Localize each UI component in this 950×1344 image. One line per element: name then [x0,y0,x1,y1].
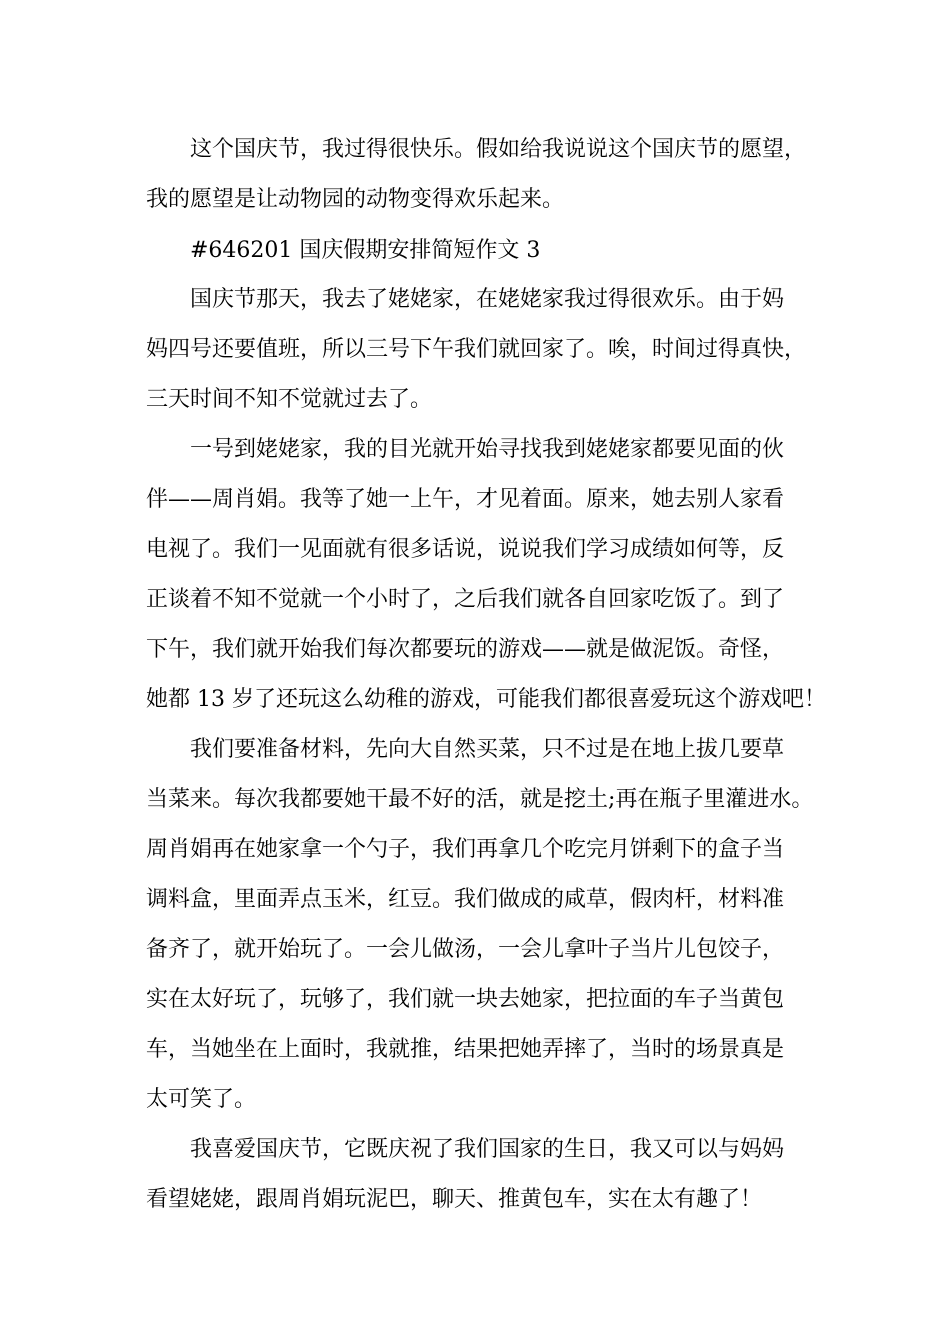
paragraph-5-line-7: 车，当她坐在上面时，我就推，结果把她弄摔了，当时的场景真是 [146,1037,785,1062]
paragraph-1-line-2: 我的愿望是让动物园的动物变得欢乐起来。 [146,187,565,212]
paragraph-3-line-3: 三天时间不知不觉就过去了。 [146,387,433,412]
paragraph-3-line-2: 妈四号还要值班，所以三号下午我们就回家了。唉，时间过得真快， [146,337,807,362]
paragraph-6-line-1: 我喜爱国庆节，它既庆祝了我们国家的生日，我又可以与妈妈 [190,1137,785,1162]
paragraph-4-line-1: 一号到姥姥家，我的目光就开始寻找我到姥姥家都要见面的伙 [190,437,785,462]
paragraph-5-line-2: 当菜来。每次我都要她干最不好的活，就是挖土;再在瓶子里灌进水。 [146,787,814,812]
paragraph-3-line-1: 国庆节那天，我去了姥姥家，在姥姥家我过得很欢乐。由于妈 [190,287,785,312]
section-heading: #646201 国庆假期安排简短作文 3 [190,238,541,263]
paragraph-4-line-4: 正谈着不知不觉就一个小时了，之后我们就各自回家吃饭了。到了 [146,587,785,612]
paragraph-4-line-5: 下午，我们就开始我们每次都要玩的游戏——就是做泥饭。奇怪， [146,637,785,662]
paragraph-5-line-1: 我们要准备材料，先向大自然买菜，只不过是在地上拔几要草 [190,737,785,762]
paragraph-6-line-2: 看望姥姥，跟周肖娟玩泥巴，聊天、推黄包车，实在太有趣了！ [146,1187,763,1212]
paragraph-1-line-1: 这个国庆节，我过得很快乐。假如给我说说这个国庆节的愿望， [190,137,807,162]
paragraph-4-line-2: 伴——周肖娟。我等了她一上午，才见着面。原来，她去别人家看 [146,487,785,512]
paragraph-5-line-5: 备齐了，就开始玩了。一会儿做汤，一会儿拿叶子当片儿包饺子， [146,937,785,962]
paragraph-5-line-4: 调料盒，里面弄点玉米，红豆。我们做成的咸草，假肉杆，材料准 [146,887,785,912]
paragraph-5-line-8: 太可笑了。 [146,1087,257,1112]
paragraph-4-line-6: 她都 13 岁了还玩这么幼稚的游戏，可能我们都很喜爱玩这个游戏吧！ [146,687,826,712]
paragraph-5-line-3: 周肖娟再在她家拿一个勺子，我们再拿几个吃完月饼剩下的盒子当 [146,837,785,862]
paragraph-5-line-6: 实在太好玩了，玩够了，我们就一块去她家，把拉面的车子当黄包 [146,987,785,1012]
paragraph-4-line-3: 电视了。我们一见面就有很多话说，说说我们学习成绩如何等，反 [146,537,785,562]
